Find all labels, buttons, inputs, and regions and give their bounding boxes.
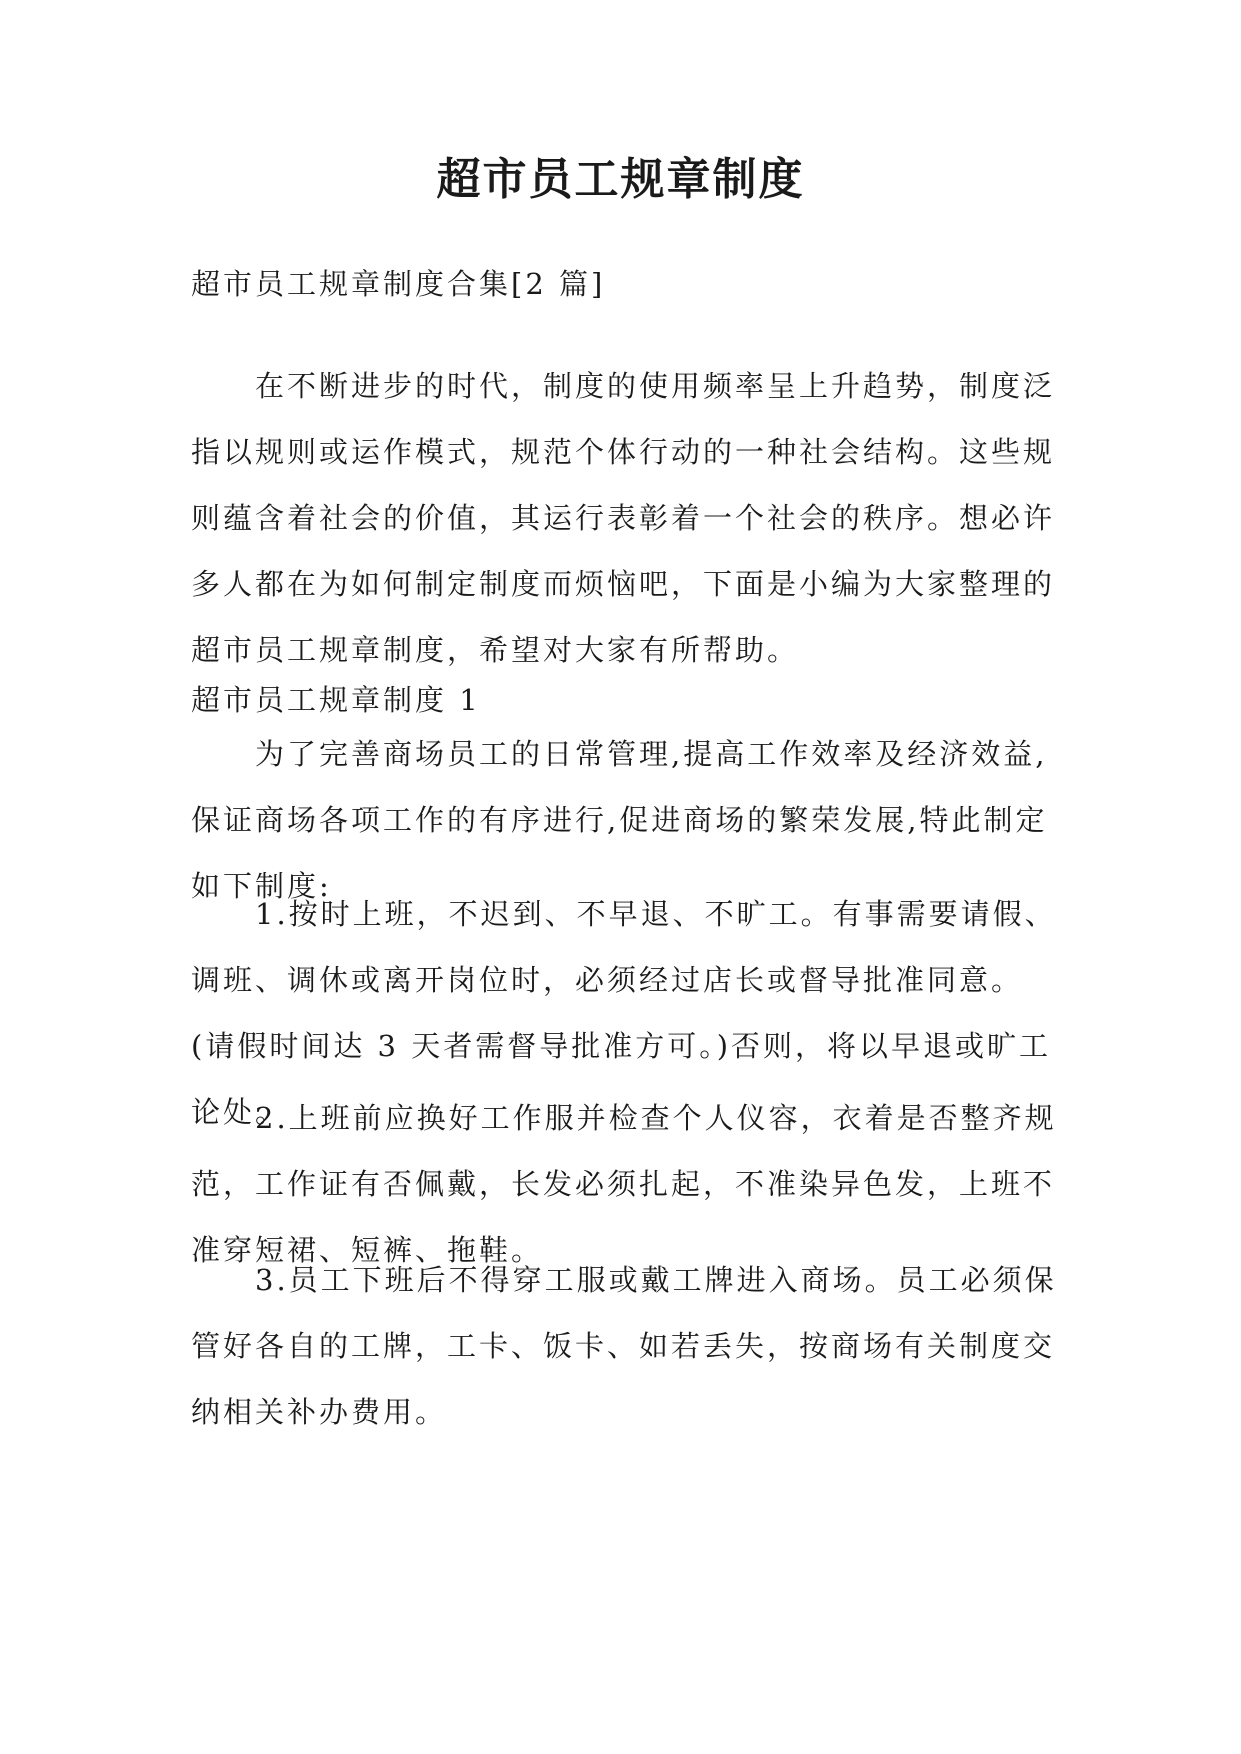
intro-paragraph: 在不断进步的时代，制度的使用频率呈上升趋势，制度泛指以规则或运作模式，规范个体行动的一种社会结构。这些规则蕴含着社会的价值，其运行表彰着一个社会的秩序。想必许多人都在为如何制定制度而烦恼吧，下面是小编为大家整理的超市员工规章制度，希望对大家有所帮助。	[191, 369, 1056, 667]
section-heading: 超市员工规章制度 1	[191, 683, 481, 717]
section-preamble: 为了完善商场员工的日常管理,提高工作效率及经济效益,保证商场各项工作的有序进行,促进商场的繁荣发展,特此制定如下制度:	[191, 737, 1048, 903]
document-subtitle: 超市员工规章制度合集[2 篇]	[191, 267, 606, 301]
document-title: 超市员工规章制度	[436, 154, 805, 205]
rule-item-3: 3.员工下班后不得穿工服或戴工牌进入商场。员工必须保管好各自的工牌，工卡、饭卡、如若丢失，按商场有关制度交纳相关补办费用。	[191, 1263, 1057, 1429]
rule-item-1: 1.按时上班，不迟到、不早退、不旷工。有事需要请假、调班、调休或离开岗位时，必须经过店长或督导批准同意。(请假时间达 3 天者需督导批准方可。)否则，将以早退或旷工论处。	[191, 897, 1057, 1129]
rule-item-2: 2.上班前应换好工作服并检查个人仪容，衣着是否整齐规范，工作证有否佩戴，长发必须扎起，不准染异色发，上班不准穿短裙、短裤、拖鞋。	[191, 1101, 1057, 1267]
